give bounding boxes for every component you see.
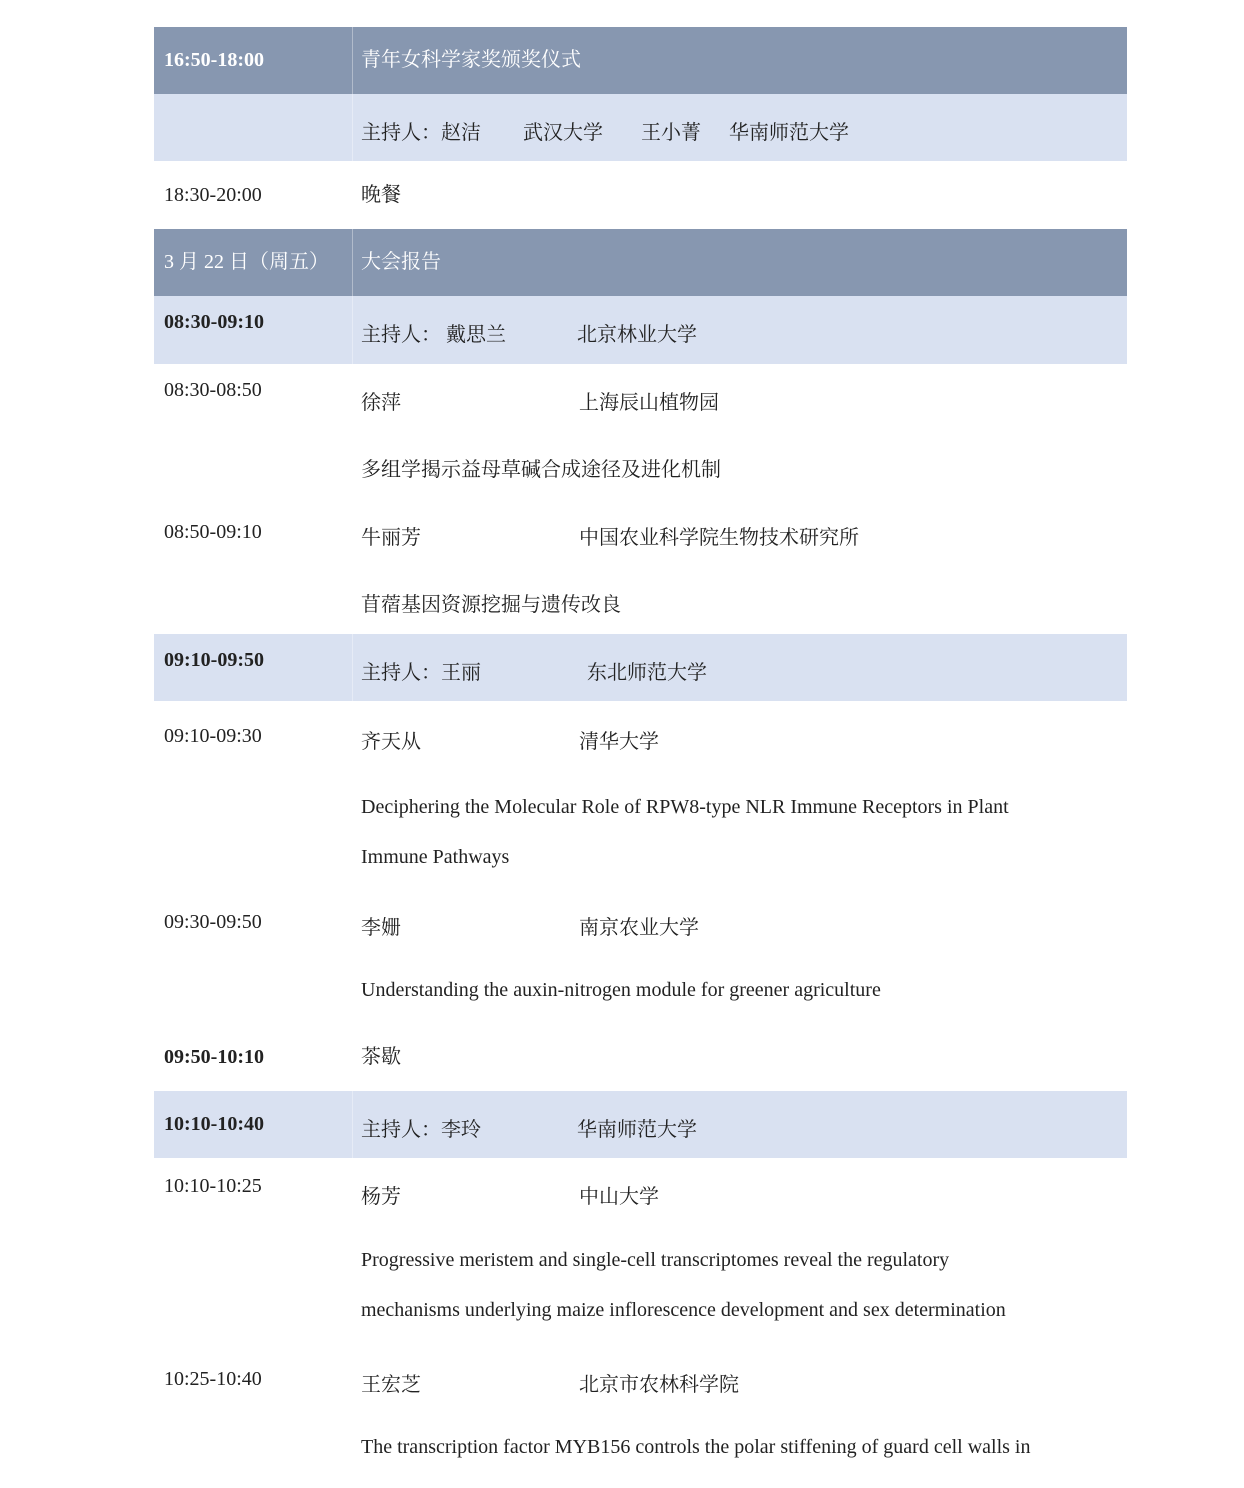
speaker-name: 牛丽芳 [361, 527, 421, 549]
speaker-affiliation: 中国农业科学院生物技术研究所 [579, 527, 859, 549]
talk-cell [353, 1158, 1127, 1348]
talk-title-line2: Immune Pathways [361, 846, 510, 868]
time-cell: 16:50-18:00 [154, 27, 353, 94]
speaker-affiliation: 北京市农林科学院 [579, 1374, 739, 1396]
talk-row [154, 1158, 1127, 1348]
speaker-name: 齐天从 [361, 731, 421, 753]
time-cell: 10:25-10:40 [164, 1368, 262, 1390]
speaker-name: 徐萍 [361, 392, 401, 414]
break-row [154, 1024, 1127, 1091]
speaker-affiliation: 上海辰山植物园 [579, 392, 719, 414]
time-cell: 10:10-10:25 [164, 1175, 262, 1197]
speaker-name: 李姗 [361, 917, 401, 939]
host2-name: 王小菁 [641, 122, 701, 144]
host-cell [353, 296, 1127, 364]
host-affiliation: 华南师范大学 [577, 1119, 697, 1141]
talk-title-line1: The transcription factor MYB156 controls the polar stiffening of guard cell walls in [361, 1436, 1031, 1458]
section-header-row [154, 27, 1127, 94]
speaker-affiliation: 中山大学 [579, 1186, 659, 1208]
item-cell: 茶歇 [361, 1046, 401, 1068]
host-cell [353, 1091, 1127, 1158]
time-cell: 09:10-09:50 [154, 634, 353, 701]
time-cell: 09:30-09:50 [164, 911, 262, 933]
schedule-row [154, 161, 1127, 229]
host-cell [353, 634, 1127, 701]
speaker-name: 杨芳 [361, 1186, 401, 1208]
talk-row [154, 364, 1127, 499]
talk-title-line1: Deciphering the Molecular Role of RPW8-type NLR Immune Receptors in Plant [361, 796, 1009, 818]
schedule-table [154, 27, 1127, 1488]
speaker-affiliation: 南京农业大学 [579, 917, 699, 939]
time-cell: 09:50-10:10 [164, 1046, 264, 1068]
session-title: 大会报告 [361, 251, 441, 273]
date-header-row [154, 229, 1127, 296]
talk-title: Understanding the auxin-nitrogen module for greener agriculture [361, 979, 881, 1001]
host-row [154, 634, 1127, 701]
host-label: 主持人：王丽 [361, 662, 481, 684]
item-cell: 晚餐 [361, 184, 401, 206]
talk-title-line1: Progressive meristem and single-cell transcriptomes reveal the regulatory [361, 1249, 950, 1271]
talk-cell [353, 499, 1127, 634]
talk-cell [353, 701, 1127, 889]
host-label: 主持人： 戴思兰 [361, 324, 506, 346]
talk-title: 苜蓿基因资源挖掘与遗传改良 [361, 594, 621, 616]
talk-row [154, 701, 1127, 889]
talk-cell [353, 1348, 1127, 1488]
talk-cell [353, 364, 1127, 499]
talk-row [154, 889, 1127, 1024]
time-cell: 10:10-10:40 [154, 1091, 353, 1158]
talk-row [154, 499, 1127, 634]
host-affiliation: 东北师范大学 [587, 662, 707, 684]
time-cell: 09:10-09:30 [164, 725, 262, 747]
talk-cell [353, 889, 1127, 1024]
host2-affiliation: 华南师范大学 [729, 122, 849, 144]
time-cell: 18:30-20:00 [164, 184, 262, 206]
time-cell: 08:30-09:10 [154, 296, 353, 364]
talk-row [154, 1348, 1127, 1488]
time-cell: 08:30-08:50 [164, 379, 262, 401]
host-label: 主持人：赵洁 [361, 122, 481, 144]
host-affiliation: 北京林业大学 [577, 324, 697, 346]
time-cell [154, 94, 353, 161]
session-title: 青年女科学家奖颁奖仪式 [361, 49, 581, 71]
host-affiliation: 武汉大学 [523, 122, 603, 144]
talk-title-line2: mechanisms underlying maize inflorescence development and sex determination [361, 1299, 1006, 1321]
host-row [154, 1091, 1127, 1158]
speaker-name: 王宏芝 [361, 1374, 421, 1396]
time-cell: 08:50-09:10 [164, 521, 262, 543]
date-cell: 3 月 22 日（周五） [154, 229, 353, 296]
host-row [154, 296, 1127, 364]
host-cell [353, 94, 1127, 161]
speaker-affiliation: 清华大学 [579, 731, 659, 753]
talk-title: 多组学揭示益母草碱合成途径及进化机制 [361, 459, 721, 481]
host-label: 主持人：李玲 [361, 1119, 481, 1141]
host-row [154, 94, 1127, 161]
